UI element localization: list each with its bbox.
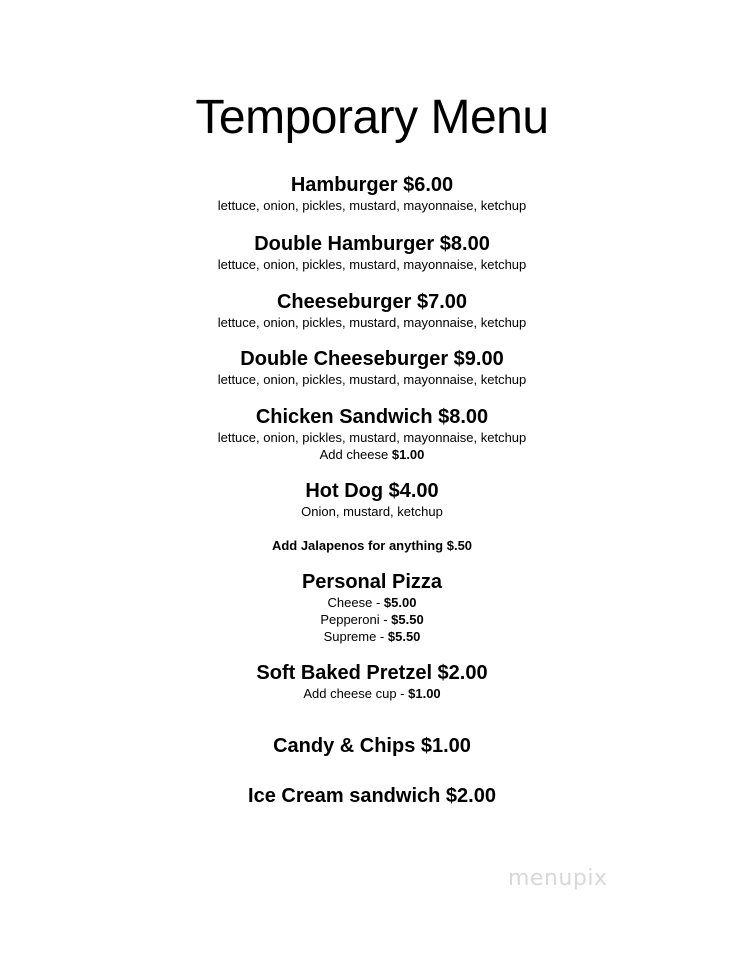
menu-title: Temporary Menu <box>195 91 549 144</box>
item-name: Hamburger $6.00 <box>290 174 454 196</box>
item-description: lettuce, onion, pickles, mustard, mayonnaise, ketchup <box>217 430 527 445</box>
item-name: Cheeseburger $7.00 <box>276 291 468 313</box>
extra-price: $1.00 <box>391 447 425 462</box>
item-description: lettuce, onion, pickles, mustard, mayonnaise, ketchup <box>217 257 527 272</box>
item-name: Chicken Sandwich $8.00 <box>255 406 489 428</box>
item-description: lettuce, onion, pickles, mustard, mayonnaise, ketchup <box>217 372 527 387</box>
item-description: lettuce, onion, pickles, mustard, mayonnaise, ketchup <box>217 315 527 330</box>
pizza-option <box>0 628 744 645</box>
menu-item-double-cheeseburger <box>0 347 744 388</box>
item-description: Onion, mustard, ketchup <box>301 504 443 519</box>
note-text: Add Jalapenos for anything $.50 <box>271 538 473 553</box>
menu-item-candy-chips <box>0 734 744 758</box>
option-label: Pepperoni - <box>320 612 392 627</box>
menupix-watermark: menupix <box>508 866 608 891</box>
item-name: Personal Pizza <box>301 571 443 593</box>
menu-item-cheeseburger <box>0 290 744 331</box>
item-extra <box>0 446 744 463</box>
item-description: lettuce, onion, pickles, mustard, mayonnaise, ketchup <box>217 198 527 213</box>
menu-item-double-hamburger <box>0 232 744 273</box>
menu-item-hot-dog <box>0 479 744 520</box>
menu-item-chicken-sandwich <box>0 405 744 463</box>
item-name: Double Hamburger $8.00 <box>254 233 490 255</box>
jalapeno-note <box>0 537 744 554</box>
pizza-option <box>0 594 744 611</box>
item-name: Hot Dog $4.00 <box>305 480 439 502</box>
option-price: $5.00 <box>383 595 417 610</box>
item-name: Candy & Chips $1.00 <box>273 735 471 757</box>
option-label: Supreme - <box>323 629 388 644</box>
extra-label: Add cheese <box>319 447 392 462</box>
menu-item-hamburger <box>0 173 744 214</box>
option-price: $5.50 <box>391 612 424 627</box>
option-label: Cheese - <box>327 595 384 610</box>
item-name: Soft Baked Pretzel $2.00 <box>256 662 488 684</box>
menu-item-soft-pretzel <box>0 661 744 702</box>
menu-item-personal-pizza <box>0 570 744 645</box>
item-extra <box>0 685 744 702</box>
pizza-option <box>0 611 744 628</box>
extra-price: $1.00 <box>408 686 441 701</box>
menu-item-ice-cream-sandwich <box>0 784 744 808</box>
item-name: Double Cheeseburger $9.00 <box>240 348 504 370</box>
option-price: $5.50 <box>387 629 421 644</box>
extra-label: Add cheese cup - <box>303 686 409 701</box>
item-name: Ice Cream sandwich $2.00 <box>248 785 496 807</box>
